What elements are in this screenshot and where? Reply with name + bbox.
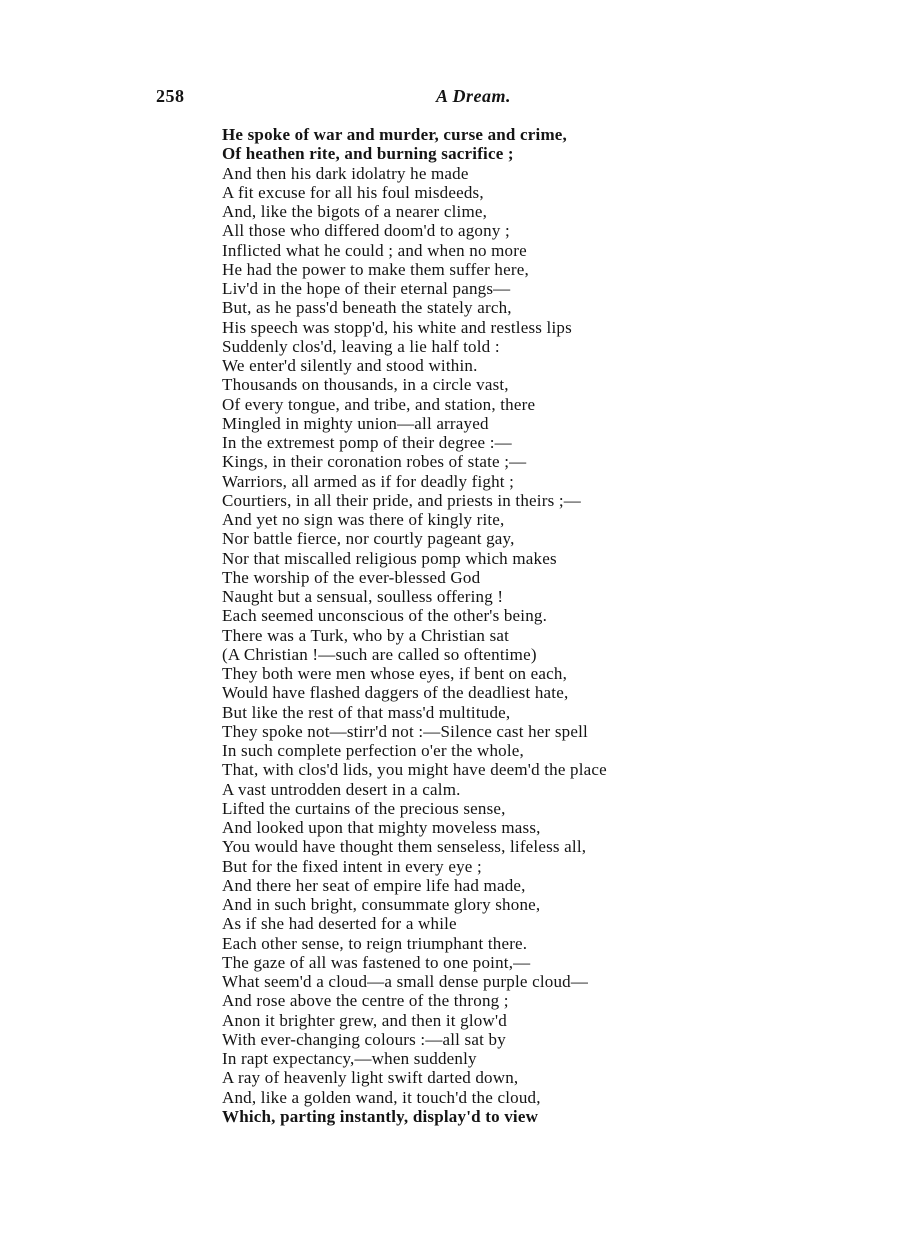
- poem-line: He had the power to make them suffer here,: [222, 259, 529, 279]
- poem-line: He spoke of war and murder, curse and crime,: [222, 125, 568, 144]
- poem-line: They both were men whose eyes, if bent on each,: [222, 664, 568, 683]
- poem-line: All those who differed doom'd to agony ;: [222, 221, 510, 241]
- poem-line: Inflicted what he could ; and when no more: [222, 240, 527, 260]
- poem-line: And, like a golden wand, it touch'd the cloud,: [222, 1087, 541, 1107]
- poem-line: Each seemed unconscious of the other's being.: [222, 606, 548, 626]
- poem-line: And rose above the centre of the throng ;: [222, 991, 509, 1011]
- poem-line: Warriors, all armed as if for deadly fight ;: [222, 471, 515, 491]
- poem-line: A vast untrodden desert in a calm.: [222, 779, 461, 799]
- poem-line: But for the fixed intent in every eye ;: [222, 856, 482, 876]
- poem-line: (A Christian !—such are called so oftentime): [222, 644, 537, 664]
- poem-line: And in such bright, consummate glory shone,: [222, 895, 541, 914]
- poem-line: And looked upon that mighty moveless mass,: [222, 818, 541, 837]
- poem-line: In the extremest pomp of their degree :—: [222, 433, 512, 452]
- poem-line: Courtiers, in all their pride, and priests in theirs ;—: [222, 490, 581, 510]
- poem-line: A ray of heavenly light swift darted down,: [222, 1068, 519, 1088]
- poem-line: Would have flashed daggers of the deadliest hate,: [222, 683, 569, 703]
- poem-line: The worship of the ever-blessed God: [222, 567, 481, 587]
- poem-line: Of every tongue, and tribe, and station, there: [222, 394, 536, 414]
- poem-line: In rapt expectancy,—when suddenly: [222, 1049, 477, 1068]
- poem-line: Anon it brighter grew, and then it glow'd: [222, 1010, 507, 1030]
- poem-line: You would have thought them senseless, lifeless all,: [222, 837, 587, 857]
- poem-line: And yet no sign was there of kingly rite,: [222, 510, 505, 529]
- poem-line: A fit excuse for all his foul misdeeds,: [222, 182, 484, 202]
- poem-line: But like the rest of that mass'd multitude,: [222, 702, 511, 722]
- poem-line: We enter'd silently and stood within.: [222, 356, 478, 375]
- poem-line: Which, parting instantly, display'd to view: [222, 1106, 539, 1126]
- poem-line: And there her seat of empire life had made,: [222, 875, 526, 895]
- poem-line: Of heathen rite, and burning sacrifice ;: [222, 144, 514, 164]
- poem-line: That, with clos'd lids, you might have deem'd the place: [222, 760, 607, 780]
- poem-line: Naught but a sensual, soulless offering !: [222, 587, 504, 606]
- poem-line: Nor battle fierce, nor courtly pageant gay,: [222, 529, 515, 549]
- page-number: 258: [156, 86, 185, 106]
- poem-line: There was a Turk, who by a Christian sat: [222, 625, 510, 645]
- poem-text: [222, 125, 822, 1126]
- poem-line: Nor that miscalled religious pomp which makes: [222, 548, 557, 568]
- poem-line: And then his dark idolatry he made: [222, 163, 469, 183]
- poem-line: Kings, in their coronation robes of state ;—: [222, 452, 527, 472]
- poem-line: But, as he pass'd beneath the stately arch,: [222, 298, 512, 318]
- poem-line: Mingled in mighty union—all arrayed: [222, 413, 489, 433]
- poem-line: Thousands on thousands, in a circle vast,: [222, 375, 509, 395]
- poem-line: They spoke not—stirr'd not :—Silence cast her spell: [222, 721, 588, 741]
- poem-line: Each other sense, to reign triumphant there.: [222, 933, 528, 953]
- poem-line: His speech was stopp'd, his white and restless lips: [222, 317, 572, 337]
- poem-line: Lifted the curtains of the precious sense,: [222, 798, 506, 818]
- poem-line: In such complete perfection o'er the whole,: [222, 741, 524, 760]
- poem-line: With ever-changing colours :—all sat by: [222, 1029, 506, 1049]
- poem-line: And, like the bigots of a nearer clime,: [222, 202, 488, 221]
- running-title: A Dream.: [436, 86, 512, 106]
- poem-line: The gaze of all was fastened to one point,—: [222, 952, 531, 972]
- poem-line: As if she had deserted for a while: [222, 914, 457, 934]
- poem-line: Liv'd in the hope of their eternal pangs—: [222, 279, 511, 298]
- poem-line: What seem'd a cloud—a small dense purple cloud—: [222, 972, 589, 991]
- poem-line: Suddenly clos'd, leaving a lie half told :: [222, 336, 500, 356]
